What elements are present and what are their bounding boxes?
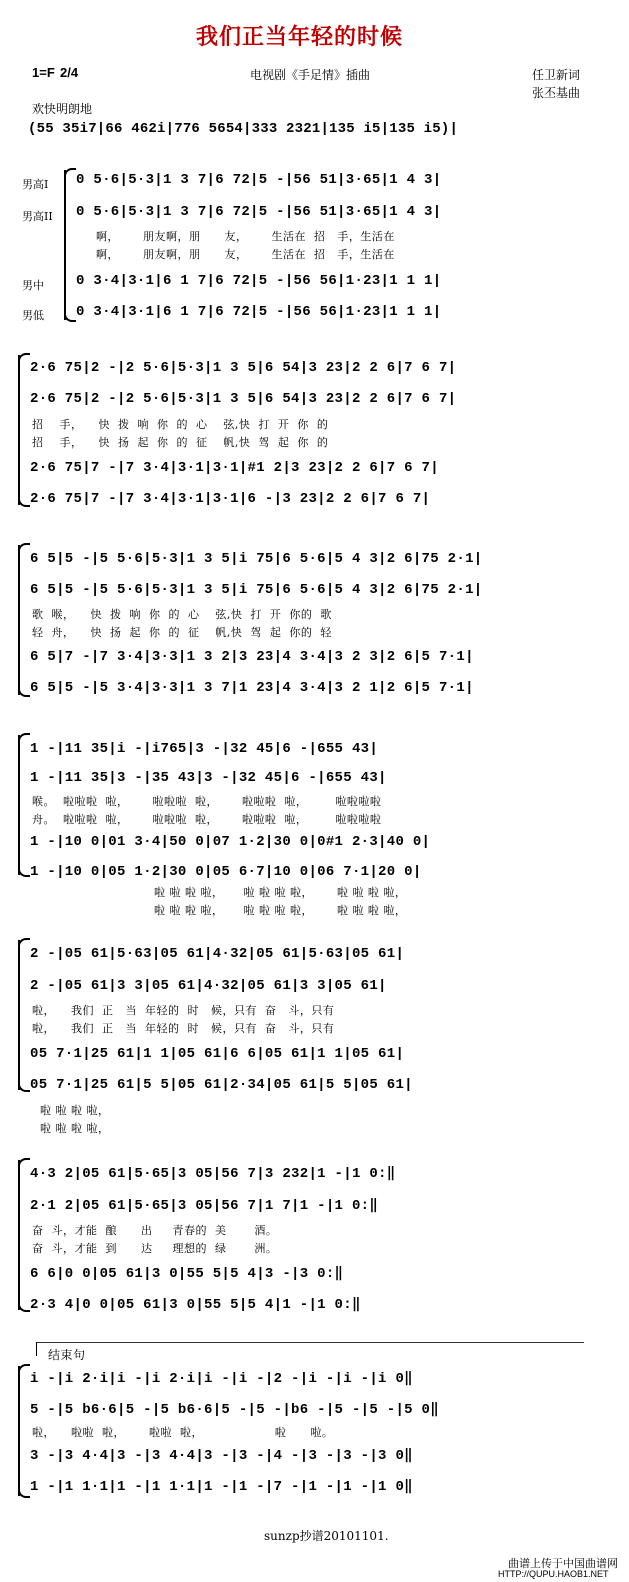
system-brace xyxy=(18,355,20,505)
score-line: 2·1 2|05 61|5·65|3 05|56 7|1 7|1 -|1 0:‖ xyxy=(30,1198,379,1214)
lyric-line: 奋 斗，才能 到 达 理想的 绿 洲。 xyxy=(32,1242,278,1255)
coda-bracket-edge xyxy=(36,1342,37,1356)
tempo-marking: 欢快明朗地 xyxy=(32,102,93,116)
score-line: 5 -|5 b6·6|5 -|5 b6·6|5 -|5 -|b6 -|5 -|5 -|5 0‖ xyxy=(30,1402,439,1418)
score-line: 1 -|10 0|01 3·4|50 0|07 1·2|30 0|0#1 2·3|40 0| xyxy=(30,834,431,850)
lyric-line: 啦 啦 啦 啦， 啦 啦 啦 啦， 啦 啦 啦 啦， xyxy=(154,904,407,917)
lyric-line: 招 手， 快 扬 起 你 的 征 帆,快 驾 起 你 的 xyxy=(32,436,329,449)
score-line: 2·6 75|7 -|7 3·4|3·1|3·1|6 -|3 23|2 2 6|7 6 7| xyxy=(30,491,431,507)
score-line: 4·3 2|05 61|5·65|3 05|56 7|3 232|1 -|1 0:‖ xyxy=(30,1166,396,1182)
lyric-line: 啦 啦 啦 啦， xyxy=(40,1104,110,1117)
score-line: 3 -|3 4·4|3 -|3 4·4|3 -|3 -|4 -|3 -|3 -|3 0‖ xyxy=(30,1448,413,1464)
lyric-line: 舟。 啦啦啦 啦， 啦啦啦 啦， 啦啦啦 啦， 啦啦啦啦 xyxy=(32,813,382,826)
score-line: 6 5|5 -|5 5·6|5·3|1 3 5|i 75|6 5·6|5 4 3|2 6|75 2·1| xyxy=(30,582,483,598)
lyric-line: 啊， 朋友啊，朋 友， 生活在 招 手，生活在 xyxy=(96,230,395,243)
score-line: 6 5|7 -|7 3·4|3·3|1 3 2|3 23|4 3·4|3 2 3|2 6|5 7·1| xyxy=(30,649,474,665)
voice-label-tenor2: 男高II xyxy=(22,210,53,223)
song-source: 电视剧《手足情》插曲 xyxy=(250,68,371,82)
lyricist-credit: 任卫新词 xyxy=(532,68,581,82)
voice-label-bass: 男低 xyxy=(22,309,44,322)
prelude-line: (55 35i7|66 462i|776 5654|333 2321|135 i5|135 i5)| xyxy=(28,121,459,137)
score-line: 6 6|0 0|05 61|3 0|55 5|5 4|3 -|3 0:‖ xyxy=(30,1266,344,1282)
system-brace xyxy=(18,735,20,875)
system-brace xyxy=(64,170,66,320)
lyric-line: 招 手， 快 拨 响 你 的 心 弦,快 打 开 你 的 xyxy=(32,418,329,431)
watermark-url: HTTP://QUPU.HAOB1.NET xyxy=(498,1569,609,1579)
lyric-line: 歌 喉， 快 拨 响 你 的 心 弦,快 打 开 你的 歌 xyxy=(32,608,332,621)
lyric-line: 啦， 我们 正 当 年轻的 时 候，只有 奋 斗，只有 xyxy=(32,1022,335,1035)
score-line: 1 -|10 0|05 1·2|30 0|05 6·7|10 0|06 7·1|20 0| xyxy=(30,864,422,880)
lyric-line: 奋 斗，才能 酿 出 青春的 美 酒。 xyxy=(32,1224,278,1237)
transcriber-credit: sunzp抄谱20101101. xyxy=(264,1529,389,1543)
lyric-line: 啦 啦 啦 啦， xyxy=(40,1122,110,1135)
lyric-line: 轻 舟， 快 扬 起 你 的 征 帆,快 驾 起 你的 轻 xyxy=(32,626,332,639)
score-line: 2·6 75|2 -|2 5·6|5·3|1 3 5|6 54|3 23|2 2 6|7 6 7| xyxy=(30,360,457,376)
score-line: 2 -|05 61|3 3|05 61|4·32|05 61|3 3|05 61| xyxy=(30,978,387,994)
key-signature: 1=F xyxy=(32,65,55,80)
score-line: 0 3·4|3·1|6 1 7|6 72|5 -|56 56|1·23|1 1 1| xyxy=(76,273,442,289)
voice-label-tenor1: 男高I xyxy=(22,178,49,191)
score-line: 0 3·4|3·1|6 1 7|6 72|5 -|56 56|1·23|1 1 1| xyxy=(76,304,442,320)
score-line: 2 -|05 61|5·63|05 61|4·32|05 61|5·63|05 61| xyxy=(30,946,405,962)
system-brace xyxy=(18,545,20,695)
watermark-text: 曲谱上传于中国曲谱网 xyxy=(508,1558,618,1570)
lyric-line: 啦 啦 啦 啦， 啦 啦 啦 啦， 啦 啦 啦 啦， xyxy=(154,886,407,899)
score-line: 0 5·6|5·3|1 3 7|6 72|5 -|56 51|3·65|1 4 3| xyxy=(76,172,442,188)
voice-label-baritone: 男中 xyxy=(22,279,44,292)
system-brace xyxy=(18,1366,20,1496)
lyric-line: 啦， 我们 正 当 年轻的 时 候，只有 奋 斗，只有 xyxy=(32,1004,335,1017)
coda-bracket-line xyxy=(36,1342,584,1343)
score-line: 2·6 75|7 -|7 3·4|3·1|3·1|#1 2|3 23|2 2 6|7 6 7| xyxy=(30,460,439,476)
score-line: 05 7·1|25 61|5 5|05 61|2·34|05 61|5 5|05 61| xyxy=(30,1077,413,1093)
score-line: 05 7·1|25 61|1 1|05 61|6 6|05 61|1 1|05 61| xyxy=(30,1046,405,1062)
lyric-line: 啊， 朋友啊，朋 友， 生活在 招 手，生活在 xyxy=(96,248,395,261)
score-line: 1 -|1 1·1|1 -|1 1·1|1 -|1 -|7 -|1 -|1 -|1 0‖ xyxy=(30,1479,413,1495)
composer-credit: 张丕基曲 xyxy=(532,86,581,100)
time-signature: 2/4 xyxy=(60,65,79,80)
system-brace xyxy=(18,1160,20,1310)
score-line: 6 5|5 -|5 5·6|5·3|1 3 5|i 75|6 5·6|5 4 3|2 6|75 2·1| xyxy=(30,551,483,567)
score-line: 6 5|5 -|5 3·4|3·3|1 3 7|1 23|4 3·4|3 2 1|2 6|5 7·1| xyxy=(30,680,474,696)
score-line: 1 -|11 35|i -|i765|3 -|32 45|6 -|655 43| xyxy=(30,741,379,757)
score-line: 1 -|11 35|3 -|35 43|3 -|32 45|6 -|655 43| xyxy=(30,770,387,786)
score-line: i -|i 2·i|i -|i 2·i|i -|i -|2 -|i -|i -|i 0‖ xyxy=(30,1371,413,1387)
system-brace xyxy=(18,940,20,1090)
score-line: 0 5·6|5·3|1 3 7|6 72|5 -|56 51|3·65|1 4 3| xyxy=(76,204,442,220)
coda-label: 结束句 xyxy=(48,1348,86,1362)
page-title: 我们正当年轻的时候 xyxy=(196,24,404,50)
lyric-line: 喉。 啦啦啦 啦， 啦啦啦 啦， 啦啦啦 啦， 啦啦啦啦 xyxy=(32,795,382,808)
score-line: 2·6 75|2 -|2 5·6|5·3|1 3 5|6 54|3 23|2 2 6|7 6 7| xyxy=(30,391,457,407)
lyric-line: 啦， 啦啦 啦， 啦啦 啦， 啦 啦。 xyxy=(32,1426,334,1439)
score-line: 2·3 4|0 0|05 61|3 0|55 5|5 4|1 -|1 0:‖ xyxy=(30,1297,361,1313)
